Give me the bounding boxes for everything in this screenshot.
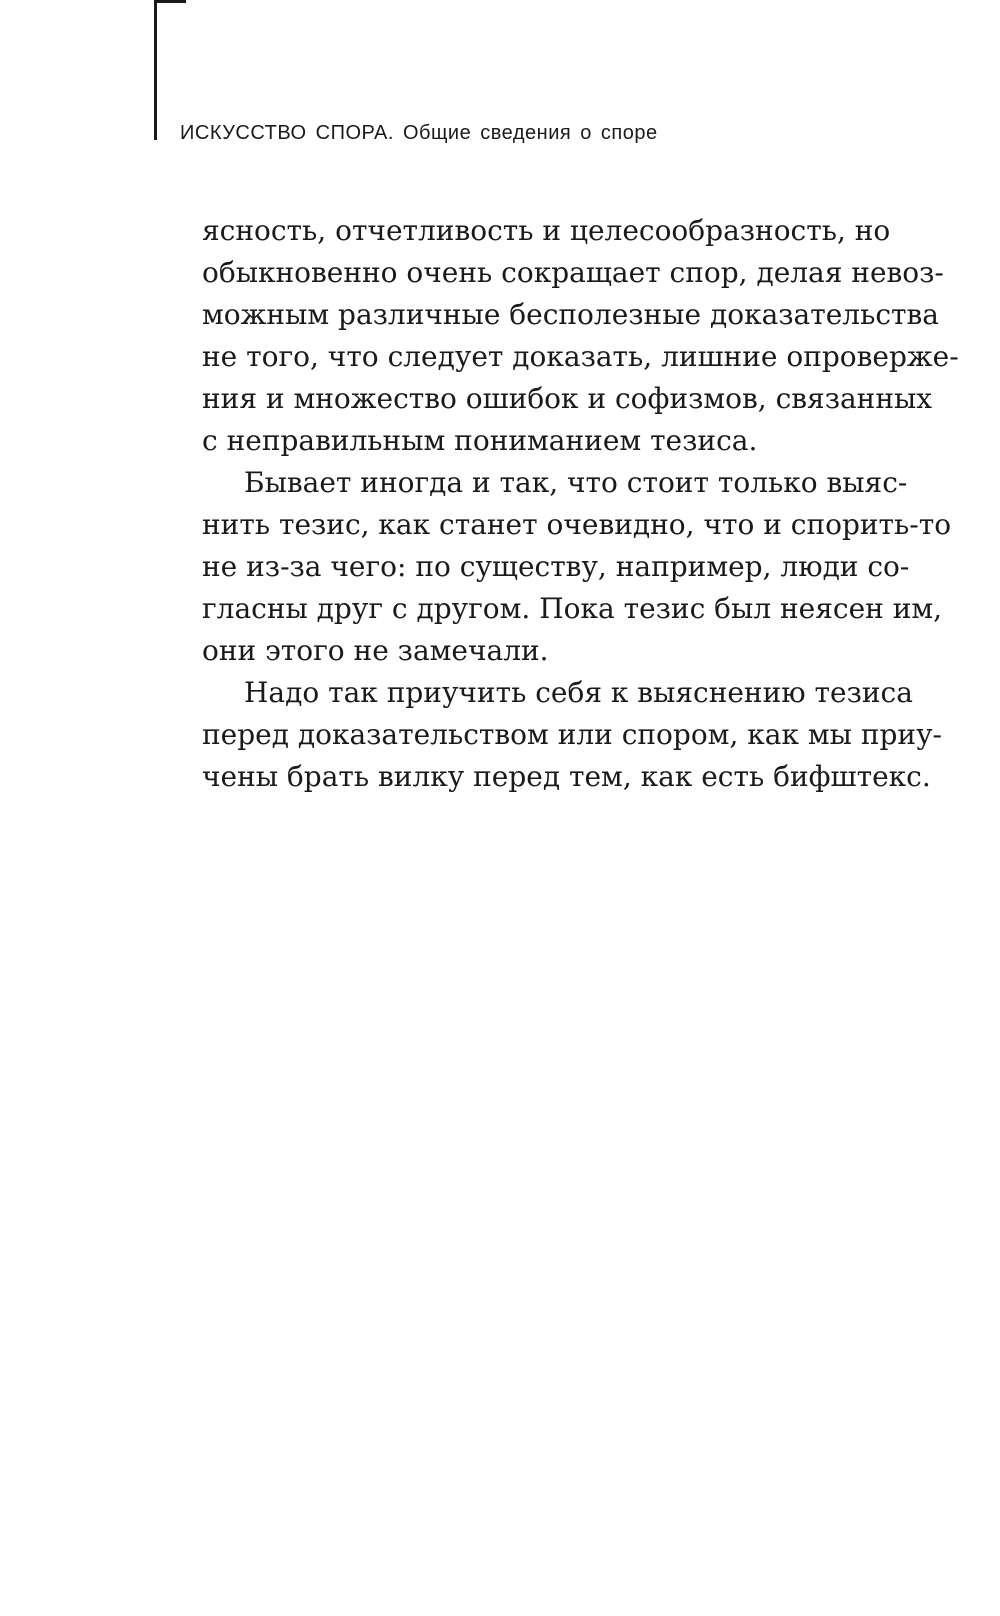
text-line: ясность, отчетливость и целесообразность, но (202, 214, 891, 247)
paragraph (202, 672, 943, 798)
text-line: чены брать вилку перед тем, как есть бифштекс. (202, 760, 931, 793)
text-line: они этого не замечали. (202, 634, 549, 667)
page-body (202, 210, 959, 798)
paragraph (202, 210, 959, 462)
text-line: обыкновенно очень сокращает спор, делая невоз- (202, 256, 944, 289)
crop-mark-vertical (154, 0, 157, 140)
text-line: не из-за чего: по существу, например, люди со- (202, 550, 910, 583)
text-line: перед доказательством или спором, как мы приу- (202, 718, 943, 751)
crop-mark-horizontal (154, 0, 186, 3)
text-line: гласны друг с другом. Пока тезис был неясен им, (202, 592, 943, 625)
running-header: ИСКУССТВО СПОРА. Общие сведения о споре (180, 122, 658, 144)
text-line: нить тезис, как станет очевидно, что и спорить-то (202, 508, 952, 541)
text-line: с неправильным пониманием тезиса. (202, 424, 758, 457)
text-line: Надо так приучить себя к выяснению тезиса (244, 676, 913, 709)
text-line: не того, что следует доказать, лишние опроверже- (202, 340, 959, 373)
paragraph (202, 462, 952, 672)
text-line: можным различные бесполезные доказательства (202, 298, 939, 331)
text-line: Бывает иногда и так, что стоит только выяс- (244, 466, 908, 499)
text-line: ния и множество ошибок и софизмов, связанных (202, 382, 933, 415)
